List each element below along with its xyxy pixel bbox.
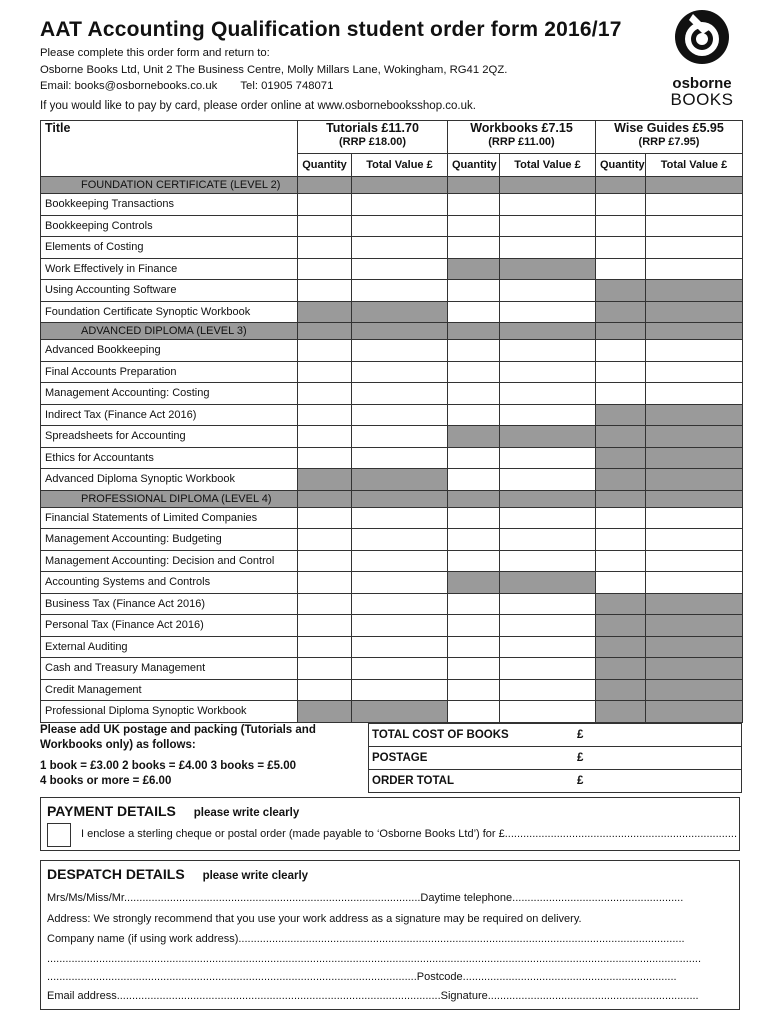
- total-value-cell[interactable]: [500, 340, 596, 362]
- section-header-row: [41, 323, 743, 340]
- book-title: Personal Tax (Finance Act 2016): [41, 615, 298, 637]
- quantity-cell[interactable]: [448, 237, 500, 259]
- postage-row[interactable]: [369, 747, 741, 770]
- quantity-cell[interactable]: [298, 615, 352, 637]
- unavailable-cell: [596, 636, 646, 658]
- tutorials-price: Tutorials £11.70: [326, 121, 419, 135]
- table-row: [41, 529, 743, 551]
- email-signature-field[interactable]: Email address..........................................................................................................Signature.....................................................................: [47, 990, 699, 1002]
- unavailable-cell: [646, 615, 743, 637]
- contact-line: [40, 78, 507, 95]
- quantity-cell[interactable]: [448, 636, 500, 658]
- section-label: PROFESSIONAL DIPLOMA (LEVEL 4): [41, 490, 298, 507]
- table-row: [41, 701, 743, 723]
- payment-heading: [47, 803, 299, 819]
- quantity-cell[interactable]: [298, 679, 352, 701]
- total-value-cell[interactable]: [500, 301, 596, 323]
- unavailable-cell: [298, 701, 352, 723]
- total-value-cell[interactable]: [352, 529, 448, 551]
- section-blank-cell: [298, 490, 352, 507]
- table-row: [41, 658, 743, 680]
- total-value-cell[interactable]: [500, 701, 596, 723]
- total-value-cell[interactable]: [352, 550, 448, 572]
- quantity-cell[interactable]: [448, 361, 500, 383]
- total-value-cell[interactable]: [500, 280, 596, 302]
- total-value-cell[interactable]: [352, 237, 448, 259]
- section-blank-cell: [298, 323, 352, 340]
- book-title: Financial Statements of Limited Companies: [41, 507, 298, 529]
- postage-label: POSTAGE: [372, 752, 428, 764]
- section-blank-cell: [596, 177, 646, 194]
- total-value-cell[interactable]: [352, 215, 448, 237]
- table-row: [41, 194, 743, 216]
- total-value-cell[interactable]: [500, 636, 596, 658]
- unavailable-cell: [646, 593, 743, 615]
- total-cost-label: TOTAL COST OF BOOKS: [372, 729, 509, 741]
- unavailable-cell: [448, 572, 500, 594]
- unavailable-cell: [596, 701, 646, 723]
- unavailable-cell: [352, 469, 448, 491]
- table-row: [41, 237, 743, 259]
- total-value-cell[interactable]: [646, 194, 743, 216]
- book-title: Indirect Tax (Finance Act 2016): [41, 404, 298, 426]
- unavailable-cell: [448, 258, 500, 280]
- workbooks-header: [448, 121, 596, 154]
- total-value-cell[interactable]: [646, 550, 743, 572]
- section-label: ADVANCED DIPLOMA (LEVEL 3): [41, 323, 298, 340]
- total-value-cell[interactable]: [352, 636, 448, 658]
- total-value-cell[interactable]: [646, 237, 743, 259]
- total-value-cell[interactable]: [500, 593, 596, 615]
- order-total-row[interactable]: [369, 770, 741, 792]
- total-value-cell[interactable]: [646, 215, 743, 237]
- table-row: [41, 426, 743, 448]
- quantity-cell[interactable]: [596, 194, 646, 216]
- quantity-cell[interactable]: [298, 258, 352, 280]
- unavailable-cell: [448, 426, 500, 448]
- section-blank-cell: [352, 177, 448, 194]
- online-order-note: If you would like to pay by card, please order online at www.osbornebooksshop.co.uk.: [40, 100, 476, 112]
- cheque-checkbox[interactable]: [47, 823, 71, 847]
- book-title: Final Accounts Preparation: [41, 361, 298, 383]
- intro-line: Please complete this order form and return to:: [40, 47, 270, 59]
- quantity-cell[interactable]: [448, 301, 500, 323]
- total-value-header: Total Value £: [352, 154, 448, 177]
- total-value-cell[interactable]: [646, 572, 743, 594]
- quantity-cell[interactable]: [596, 237, 646, 259]
- unavailable-cell: [596, 469, 646, 491]
- section-header-row: [41, 177, 743, 194]
- unavailable-cell: [596, 404, 646, 426]
- quantity-cell[interactable]: [448, 194, 500, 216]
- unavailable-cell: [646, 636, 743, 658]
- unavailable-cell: [646, 447, 743, 469]
- email-text: Email: books@osbornebooks.co.uk: [40, 80, 218, 92]
- logo-name: osborne: [672, 75, 732, 92]
- despatch-heading: [47, 866, 308, 882]
- quantity-cell[interactable]: [298, 194, 352, 216]
- section-header-row: [41, 490, 743, 507]
- book-title: Using Accounting Software: [41, 280, 298, 302]
- despatch-title: DESPATCH DETAILS: [47, 866, 185, 882]
- table-row: [41, 361, 743, 383]
- quantity-cell[interactable]: [298, 572, 352, 594]
- order-table-body: [41, 177, 743, 723]
- quantity-cell[interactable]: [298, 237, 352, 259]
- quantity-cell[interactable]: [448, 593, 500, 615]
- postage-rates-2: 4 books or more = £6.00: [40, 775, 172, 787]
- table-row: [41, 615, 743, 637]
- total-value-cell[interactable]: [500, 361, 596, 383]
- quantity-cell[interactable]: [298, 340, 352, 362]
- quantity-cell[interactable]: [596, 507, 646, 529]
- total-value-cell[interactable]: [352, 507, 448, 529]
- unavailable-cell: [646, 426, 743, 448]
- section-blank-cell: [352, 323, 448, 340]
- despatch-details-section: [40, 860, 740, 1010]
- order-total-label: ORDER TOTAL: [372, 775, 454, 787]
- currency-symbol: £: [577, 775, 584, 787]
- page-title: AAT Accounting Qualification student order form 2016/17: [40, 18, 622, 41]
- total-value-cell[interactable]: [646, 507, 743, 529]
- postage-instruction: Please add UK postage and packing (Tutorials and Workbooks only) as follows:: [40, 724, 316, 751]
- table-row: [41, 550, 743, 572]
- total-value-cell[interactable]: [500, 215, 596, 237]
- section-blank-cell: [596, 323, 646, 340]
- total-value-cell[interactable]: [352, 572, 448, 594]
- total-value-cell[interactable]: [352, 658, 448, 680]
- total-value-cell[interactable]: [646, 340, 743, 362]
- book-title: Management Accounting: Costing: [41, 383, 298, 405]
- quantity-cell[interactable]: [298, 658, 352, 680]
- total-value-cell[interactable]: [500, 194, 596, 216]
- unavailable-cell: [596, 593, 646, 615]
- section-blank-cell: [646, 323, 743, 340]
- table-row: [41, 301, 743, 323]
- section-blank-cell: [448, 177, 500, 194]
- table-row: [41, 636, 743, 658]
- book-title: Credit Management: [41, 679, 298, 701]
- book-title: Management Accounting: Decision and Control: [41, 550, 298, 572]
- section-blank-cell: [448, 323, 500, 340]
- total-value-cell[interactable]: [500, 679, 596, 701]
- quantity-cell[interactable]: [298, 280, 352, 302]
- currency-symbol: £: [577, 729, 584, 741]
- address-line: Osborne Books Ltd, Unit 2 The Business Centre, Molly Millars Lane, Wokingham, RG41 2QZ.: [40, 63, 508, 76]
- quantity-cell[interactable]: [596, 529, 646, 551]
- quantity-cell[interactable]: [448, 529, 500, 551]
- section-blank-cell: [500, 323, 596, 340]
- table-row: [41, 340, 743, 362]
- quantity-cell[interactable]: [298, 593, 352, 615]
- total-value-cell[interactable]: [500, 507, 596, 529]
- table-row: [41, 507, 743, 529]
- total-value-cell[interactable]: [500, 469, 596, 491]
- total-value-cell[interactable]: [646, 361, 743, 383]
- quantity-cell[interactable]: [596, 361, 646, 383]
- unavailable-cell: [596, 658, 646, 680]
- unavailable-cell: [352, 301, 448, 323]
- total-value-cell[interactable]: [646, 258, 743, 280]
- quantity-cell[interactable]: [298, 636, 352, 658]
- postcode-field[interactable]: .........................................................................................................................Postcode......................................................................: [47, 971, 677, 983]
- total-value-header: Total Value £: [646, 154, 743, 177]
- section-blank-cell: [448, 490, 500, 507]
- unavailable-cell: [646, 701, 743, 723]
- quantity-cell[interactable]: [596, 550, 646, 572]
- total-value-cell[interactable]: [500, 550, 596, 572]
- book-title: Elements of Costing: [41, 237, 298, 259]
- book-title: Advanced Bookkeeping: [41, 340, 298, 362]
- postage-rates-1: 1 book = £3.00 2 books = £4.00 3 books = £5.00: [40, 760, 297, 772]
- unavailable-cell: [500, 258, 596, 280]
- unavailable-cell: [596, 615, 646, 637]
- logo-books: BOOKS: [670, 90, 734, 109]
- table-row: [41, 404, 743, 426]
- book-title: Bookkeeping Controls: [41, 215, 298, 237]
- table-row: [41, 215, 743, 237]
- payment-details-section: [40, 797, 740, 851]
- currency-symbol: £: [577, 752, 584, 764]
- section-blank-cell: [500, 177, 596, 194]
- total-value-cell[interactable]: [500, 447, 596, 469]
- book-title: Ethics for Accountants: [41, 447, 298, 469]
- quantity-header: Quantity: [448, 154, 500, 177]
- quantity-cell[interactable]: [298, 507, 352, 529]
- book-title: Management Accounting: Budgeting: [41, 529, 298, 551]
- quantity-cell[interactable]: [448, 679, 500, 701]
- unavailable-cell: [596, 679, 646, 701]
- book-title: Cash and Treasury Management: [41, 658, 298, 680]
- total-value-cell[interactable]: [500, 615, 596, 637]
- unavailable-cell: [298, 469, 352, 491]
- quantity-cell[interactable]: [298, 426, 352, 448]
- total-value-cell[interactable]: [500, 404, 596, 426]
- quantity-cell[interactable]: [448, 469, 500, 491]
- section-label: FOUNDATION CERTIFICATE (LEVEL 2): [41, 177, 298, 194]
- workbooks-price: Workbooks £7.15: [470, 121, 573, 135]
- totals-box: [368, 723, 742, 793]
- workbooks-rrp: (RRP £11.00): [488, 136, 555, 148]
- unavailable-cell: [596, 280, 646, 302]
- osborne-books-logo: [662, 8, 742, 112]
- total-value-cell[interactable]: [500, 658, 596, 680]
- wise-guides-price: Wise Guides £5.95: [614, 121, 724, 135]
- quantity-cell[interactable]: [596, 215, 646, 237]
- book-title: Accounting Systems and Controls: [41, 572, 298, 594]
- wise-guides-header: [596, 121, 743, 154]
- unavailable-cell: [646, 404, 743, 426]
- postage-note: [40, 723, 370, 789]
- total-value-cell[interactable]: [646, 529, 743, 551]
- book-title: External Auditing: [41, 636, 298, 658]
- section-blank-cell: [352, 490, 448, 507]
- quantity-cell[interactable]: [298, 361, 352, 383]
- cheque-amount-field[interactable]: I enclose a sterling cheque or postal order (made payable to ‘Osborne Books Ltd’) for £............................................................................: [81, 828, 738, 840]
- payment-subtitle: please write clearly: [193, 807, 300, 819]
- total-value-cell[interactable]: [352, 340, 448, 362]
- table-row: [41, 258, 743, 280]
- quantity-cell[interactable]: [448, 280, 500, 302]
- table-row: [41, 593, 743, 615]
- quantity-cell[interactable]: [596, 383, 646, 405]
- total-value-cell[interactable]: [646, 383, 743, 405]
- section-blank-cell: [646, 490, 743, 507]
- total-value-cell[interactable]: [500, 529, 596, 551]
- total-value-cell[interactable]: [352, 361, 448, 383]
- book-title: Advanced Diploma Synoptic Workbook: [41, 469, 298, 491]
- total-value-cell[interactable]: [500, 383, 596, 405]
- unavailable-cell: [646, 469, 743, 491]
- quantity-cell[interactable]: [596, 340, 646, 362]
- total-value-cell[interactable]: [352, 615, 448, 637]
- payment-title: PAYMENT DETAILS: [47, 803, 176, 819]
- table-row: [41, 280, 743, 302]
- section-blank-cell: [646, 177, 743, 194]
- total-value-cell[interactable]: [352, 447, 448, 469]
- quantity-cell[interactable]: [448, 447, 500, 469]
- unavailable-cell: [298, 301, 352, 323]
- address-line-field[interactable]: ......................................................................................................................................................................................................................: [47, 953, 702, 965]
- section-blank-cell: [298, 177, 352, 194]
- table-row: [41, 469, 743, 491]
- quantity-header: Quantity: [596, 154, 646, 177]
- table-row: [41, 383, 743, 405]
- title-column-header: Title: [41, 121, 298, 177]
- total-value-cell[interactable]: [352, 258, 448, 280]
- quantity-header: Quantity: [298, 154, 352, 177]
- book-title: Spreadsheets for Accounting: [41, 426, 298, 448]
- book-title: Bookkeeping Transactions: [41, 194, 298, 216]
- order-table: [40, 120, 743, 723]
- name-telephone-field[interactable]: Mrs/Ms/Miss/Mr.................................................................................................Daytime telephone........................................................: [47, 892, 684, 904]
- section-blank-cell: [596, 490, 646, 507]
- unavailable-cell: [646, 658, 743, 680]
- quantity-cell[interactable]: [448, 383, 500, 405]
- quantity-cell[interactable]: [298, 529, 352, 551]
- unavailable-cell: [500, 572, 596, 594]
- unavailable-cell: [500, 426, 596, 448]
- intro-text: [40, 45, 507, 95]
- total-value-cell[interactable]: [352, 679, 448, 701]
- book-title: Business Tax (Finance Act 2016): [41, 593, 298, 615]
- unavailable-cell: [646, 280, 743, 302]
- quantity-cell[interactable]: [298, 550, 352, 572]
- quantity-cell[interactable]: [596, 572, 646, 594]
- quantity-cell[interactable]: [448, 507, 500, 529]
- quantity-cell[interactable]: [298, 404, 352, 426]
- book-title: Professional Diploma Synoptic Workbook: [41, 701, 298, 723]
- company-name-field[interactable]: Company name (if using work address)..................................................................................................................................................: [47, 933, 685, 945]
- book-title: Foundation Certificate Synoptic Workbook: [41, 301, 298, 323]
- table-row: [41, 679, 743, 701]
- quantity-cell[interactable]: [448, 404, 500, 426]
- total-value-header: Total Value £: [500, 154, 596, 177]
- quantity-cell[interactable]: [298, 383, 352, 405]
- total-value-cell[interactable]: [352, 383, 448, 405]
- unavailable-cell: [646, 301, 743, 323]
- unavailable-cell: [596, 447, 646, 469]
- section-blank-cell: [500, 490, 596, 507]
- unavailable-cell: [646, 679, 743, 701]
- quantity-cell[interactable]: [298, 215, 352, 237]
- telephone-text: Tel: 01905 748071: [240, 80, 334, 92]
- tutorials-rrp: (RRP £18.00): [338, 136, 407, 148]
- total-value-cell[interactable]: [352, 593, 448, 615]
- quantity-cell[interactable]: [298, 447, 352, 469]
- unavailable-cell: [596, 301, 646, 323]
- osborne-logo-icon: [673, 8, 731, 66]
- quantity-cell[interactable]: [448, 550, 500, 572]
- despatch-subtitle: please write clearly: [202, 870, 309, 882]
- quantity-cell[interactable]: [448, 658, 500, 680]
- unavailable-cell: [596, 426, 646, 448]
- total-value-cell[interactable]: [352, 426, 448, 448]
- unavailable-cell: [352, 701, 448, 723]
- address-note: Address: We strongly recommend that you use your work address as a signature may be required on delivery.: [47, 913, 582, 925]
- quantity-cell[interactable]: [448, 340, 500, 362]
- total-value-cell[interactable]: [352, 280, 448, 302]
- quantity-cell[interactable]: [448, 615, 500, 637]
- table-row: [41, 572, 743, 594]
- total-value-cell[interactable]: [352, 194, 448, 216]
- quantity-cell[interactable]: [596, 258, 646, 280]
- quantity-cell[interactable]: [448, 701, 500, 723]
- table-row: [41, 447, 743, 469]
- total-value-cell[interactable]: [352, 404, 448, 426]
- tutorials-header: [298, 121, 448, 154]
- book-title: Work Effectively in Finance: [41, 258, 298, 280]
- quantity-cell[interactable]: [448, 215, 500, 237]
- total-cost-row[interactable]: [369, 724, 741, 747]
- wise-guides-rrp: (RRP £7.95): [638, 136, 700, 148]
- total-value-cell[interactable]: [500, 237, 596, 259]
